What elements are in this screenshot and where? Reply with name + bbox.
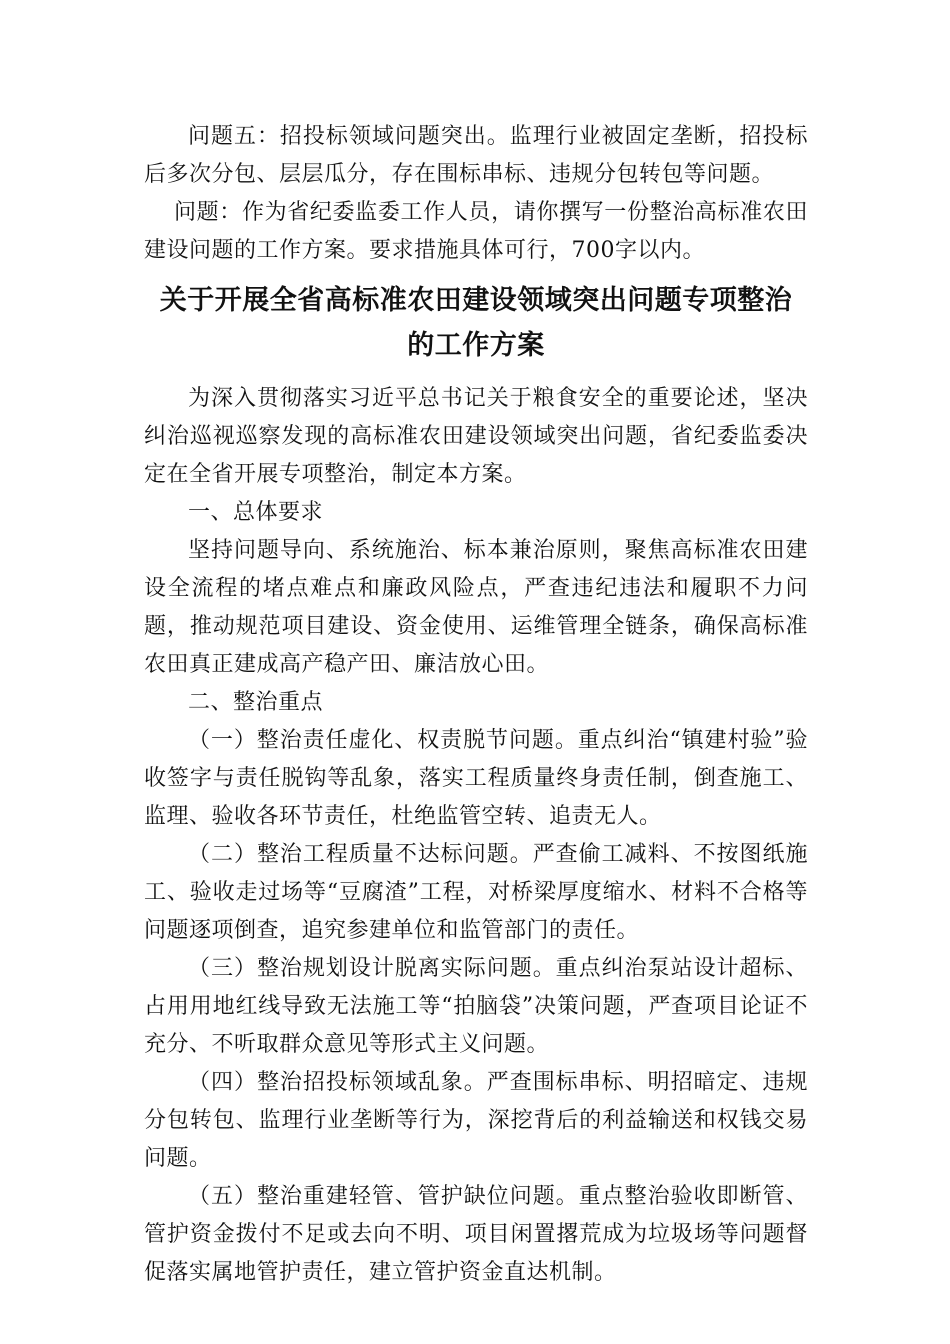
section-1-heading: 一、总体要求 — [188, 500, 324, 525]
question-prompt-paragraph: 问题：作为省纪委监委工作人员，请你撰写一份整治高标准农田建设问题的工作方案。要求措施具体可行，700字以内。 — [144, 200, 808, 263]
focus-item-4: （四）整治招投标领域乱象。严查围标串标、明招暗定、违规分包转包、监理行业垄断等行为，深挖背后的利益输送和权钱交易问题。 — [144, 1070, 808, 1171]
focus-item-2: （二）整治工程质量不达标问题。严查偷工减料、不按图纸施工、验收走过场等“豆腐渣”工程，对桥梁厚度缩水、材料不合格等问题逐项倒查，追究参建单位和监管部门的责任。 — [144, 842, 808, 943]
preamble-paragraph: 为深入贯彻落实习近平总书记关于粮食安全的重要论述，坚决纠治巡视巡察发现的高标准农田建设领域突出问题，省纪委监委决定在全省开展专项整治，制定本方案。 — [144, 386, 808, 487]
title-line-2: 的工作方案 — [407, 330, 545, 361]
focus-item-5: （五）整治重建轻管、管护缺位问题。重点整治验收即断管、管护资金拨付不足或去向不明、项目闲置撂荒成为垃圾场等问题督促落实属地管护责任，建立管护资金直达机制。 — [144, 1184, 808, 1285]
section-2-heading: 二、整治重点 — [188, 690, 324, 715]
focus-item-1: （一）整治责任虚化、权责脱节问题。重点纠治“镇建村验”验收签字与责任脱钩等乱象，落实工程质量终身责任制，倒查施工、监理、验收各环节责任，杜绝监管空转、追责无人。 — [144, 728, 808, 829]
document-page — [144, 118, 808, 1292]
focus-item-3: （三）整治规划设计脱离实际问题。重点纠治泵站设计超标、占用用地红线导致无法施工等“拍脑袋”决策问题，严查项目论证不充分、不听取群众意见等形式主义问题。 — [144, 956, 808, 1057]
question-five-paragraph: 问题五：招投标领域问题突出。监理行业被固定垄断，招投标后多次分包、层层瓜分，存在围标串标、违规分包转包等问题。 — [144, 124, 808, 187]
document-title — [144, 278, 808, 368]
section-1-body: 坚持问题导向、系统施治、标本兼治原则，聚焦高标准农田建设全流程的堵点难点和廉政风险点，严查违纪违法和履职不力问题，推动规范项目建设、资金使用、运维管理全链条，确保高标准农田真正建成高产稳产田、廉洁放心田。 — [144, 538, 808, 677]
title-line-1: 关于开展全省高标准农田建设领域突出问题专项整治 — [159, 285, 793, 316]
